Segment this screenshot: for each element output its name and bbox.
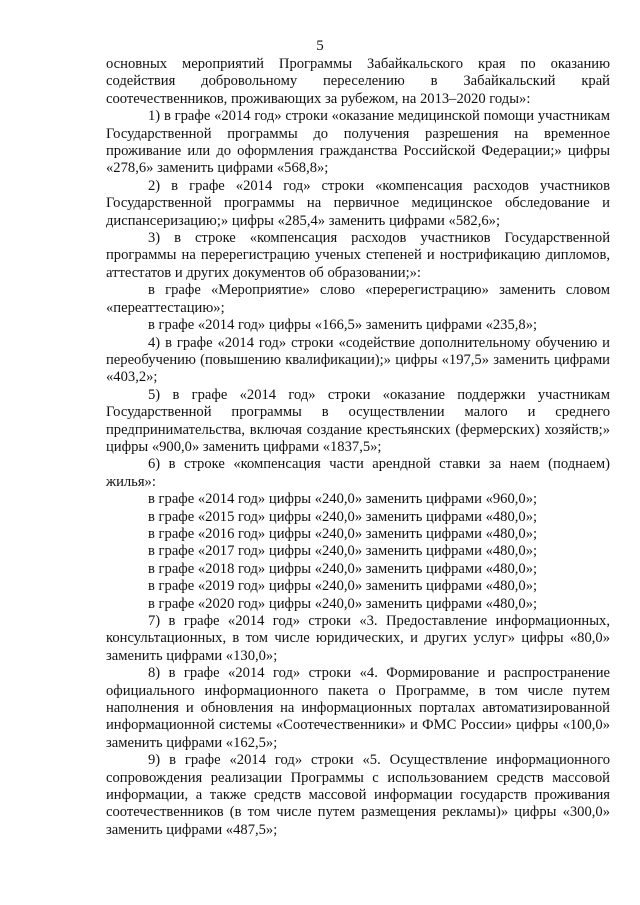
paragraph-item-6-2018: в графе «2018 год» цифры «240,0» заменить цифрами «480,0»; [148,560,538,577]
paragraph-item-5: 5) в графе «2014 год» строки «оказание поддержки участникам Государственной программы в осуществлении малого и среднего предпринимательства, включая создание крестьянских (фермерских) хозяйств;» цифры «900,0» заменить цифрами «1837,5»; [106,386,610,455]
paragraph-item-1: 1) в графе «2014 год» строки «оказание медицинской помощи участникам Государственной программы до получения разрешения на временное проживание или до оформления гражданства Российской Федерации;» цифры «278,6» заменить цифрами «568,8»; [106,108,610,177]
paragraph-item-6-2016: в графе «2016 год» цифры «240,0» заменить цифрами «480,0»; [148,525,538,542]
paragraph-item-7: 7) в графе «2014 год» строки «3. Предоставление информационных, консультационных, в том числе юридических, и других услуг» цифры «80,0» заменить цифрами «130,0»; [106,613,610,664]
paragraph-item-6-2019: в графе «2019 год» цифры «240,0» заменить цифрами «480,0»; [148,578,538,595]
paragraph-item-2: 2) в графе «2014 год» строки «компенсация расходов участников Государственной программы на первичное медицинское обследование и диспансеризацию;» цифры «285,4» заменить цифрами «582,6»; [106,177,610,229]
paragraph-item-3-sub-1: в графе «Мероприятие» слово «перерегистрацию» заменить словом «переаттестацию»; [106,282,610,316]
paragraph-item-3-sub-2: в графе «2014 год» цифры «166,5» заменить цифрами «235,8»; [148,317,538,334]
paragraph-item-6-2020: в графе «2020 год» цифры «240,0» заменить цифрами «480,0»; [148,595,538,612]
paragraph-item-9: 9) в графе «2014 год» строки «5. Осуществление информационного сопровождения реализации Программы с использованием средств массовой информации, а также средств массовой информации государств проживания соотечественников (в том числе путем размещения рекламы)» цифры «300,0» заменить цифрами «487,5»; [106,752,610,838]
paragraph-item-6-2017: в графе «2017 год» цифры «240,0» заменить цифрами «480,0»; [148,543,538,560]
paragraph-item-4: 4) в графе «2014 год» строки «содействие дополнительному обучению и переобучению (повышению квалификации);» цифры «197,5» заменить цифрами «403,2»; [106,334,610,386]
document-body [106,56,610,839]
paragraph-item-3: 3) в строке «компенсация расходов участников Государственной программы на перерегистрацию ученых степеней и нострификацию дипломов, аттестатов и других документов об образовании;»: [106,230,610,281]
paragraph-item-6-2015: в графе «2015 год» цифры «240,0» заменить цифрами «480,0»; [148,508,538,525]
paragraph-intro: основных мероприятий Программы Забайкальского края по оказанию содействия добровольному переселению в Забайкальский край соотечественников, проживающих за рубежом, на 2013–2020 годы»: [106,56,610,107]
paragraph-item-6: 6) в строке «компенсация части арендной ставки за наем (поднаем) жилья»: [106,456,610,490]
paragraph-item-6-2014: в графе «2014 год» цифры «240,0» заменить цифрами «960,0»; [148,491,538,508]
page-number: 5 [316,38,324,54]
paragraph-item-8: 8) в графе «2014 год» строки «4. Формирование и распространение официального информационного пакета о Программе, в том числе путем наполнения и обновления на информационных порталах автоматизированной информационной системы «Соотечественники» и ФМС России» цифры «100,0» заменить цифрами «162,5»; [106,665,610,751]
